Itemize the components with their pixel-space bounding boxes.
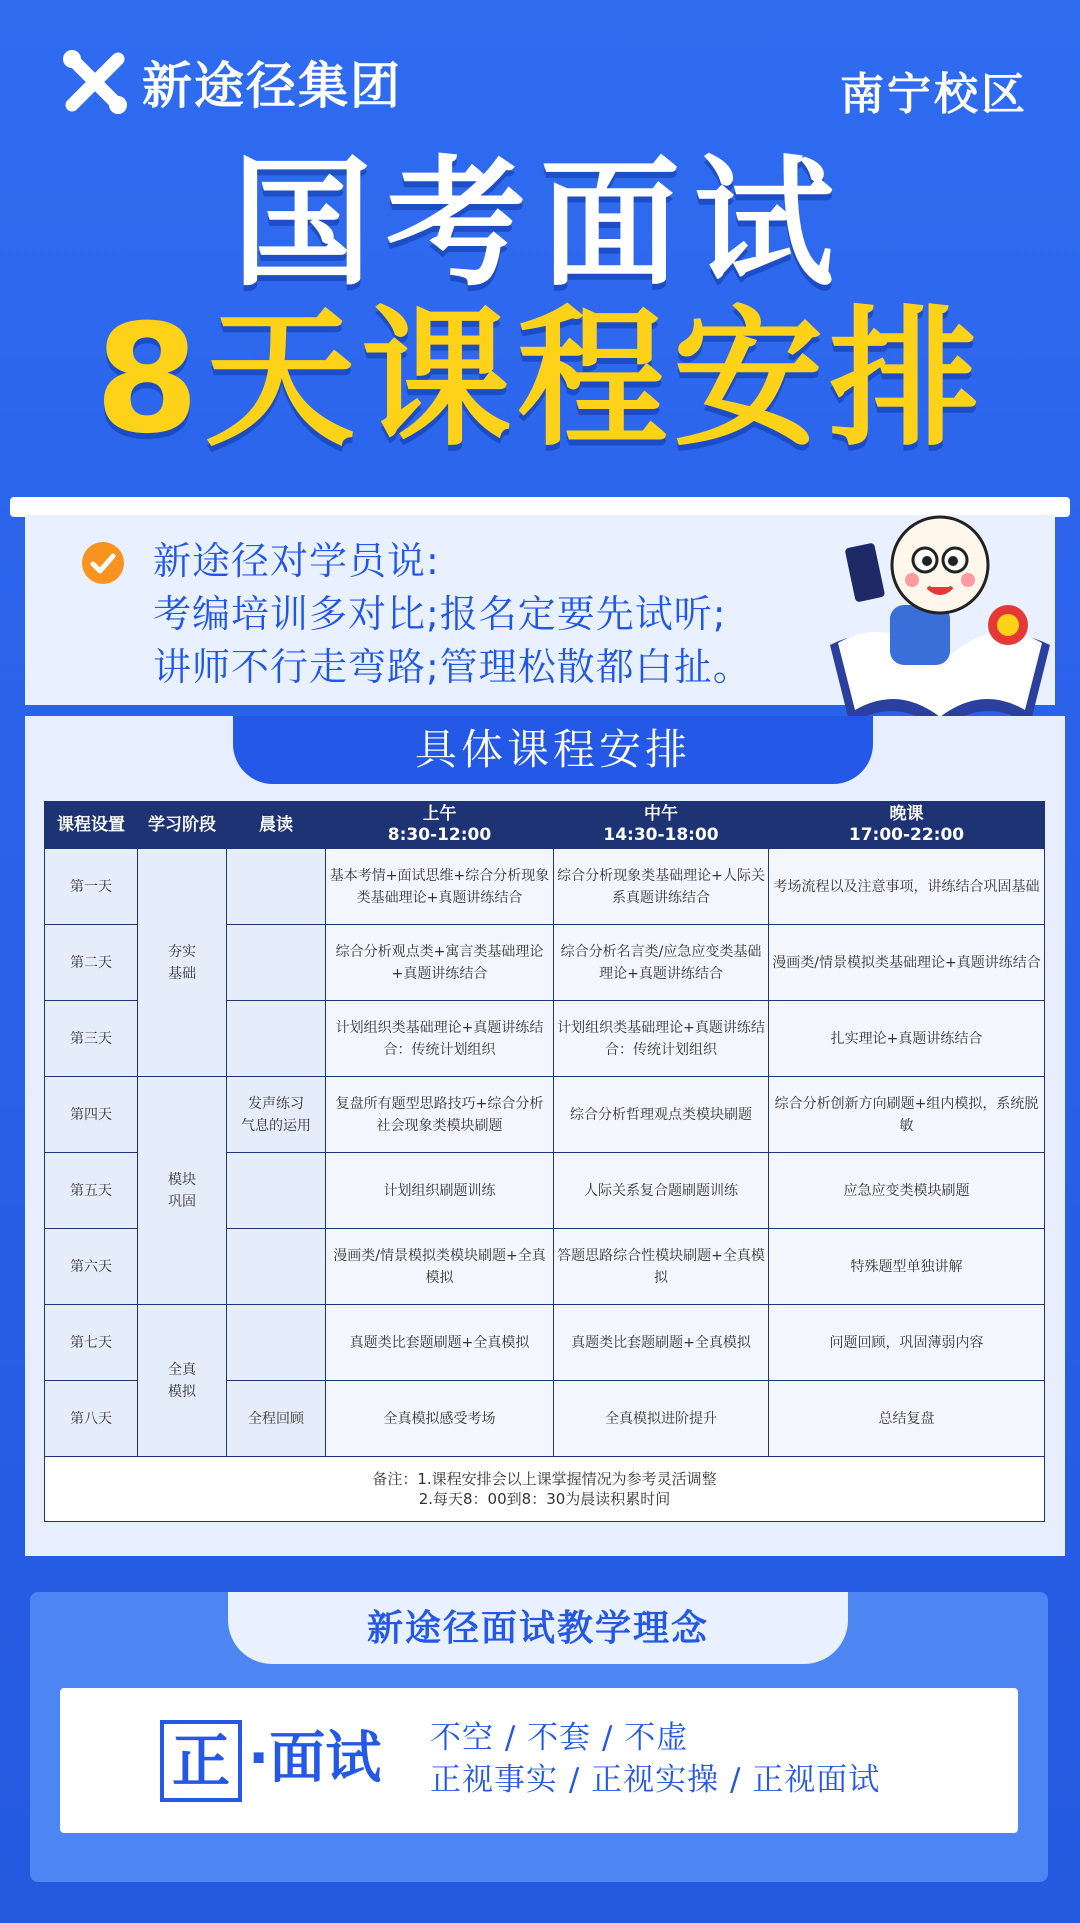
am-cell: 综合分析观点类+寓言类基础理论+真题讲练结合 [326,925,554,1001]
evening-cell: 考场流程以及注意事项，讲练结合巩固基础 [769,849,1045,925]
page-subtitle: 8天课程安排 [94,293,986,467]
header-course: 课程设置 [45,802,138,849]
stage-cell: 全真 模拟 [138,1305,227,1457]
morning-read-cell [227,1229,326,1305]
morning-read-cell [227,1153,326,1229]
slogan-line: 不空 / 不套 / 不虚 [430,1720,689,1756]
header-evening-time: 17:00-22:00 [848,825,965,845]
am-cell: 复盘所有题型思路技巧+综合分析社会现象类模块刷题 [326,1077,554,1153]
zheng-mark: 正 [160,1720,242,1802]
noon-cell: 全真模拟进阶提升 [554,1381,769,1457]
table-header-row [45,802,1045,849]
logo-text: 新途径集团 [142,57,402,115]
noon-cell: 综合分析哲理观点类模块刷题 [554,1077,769,1153]
header-morning-read: 晨读 [227,802,326,849]
evening-cell: 问题回顾，巩固薄弱内容 [769,1305,1045,1381]
morning-read-cell: 发声练习 气息的运用 [227,1077,326,1153]
noon-cell: 真题类比套题刷题+全真模拟 [554,1305,769,1381]
slogan-line: 正视事实 / 正视实操 / 正视面试 [430,1762,881,1798]
day-cell: 第三天 [45,1001,138,1077]
mascot-illustration [820,495,1060,745]
stage-cell: 夯实 基础 [138,849,227,1077]
header-evening-label: 晚课 [889,804,924,824]
campus-label: 南宁校区 [840,69,1028,120]
header-evening [769,802,1045,849]
am-cell: 计划组织刷题训练 [326,1153,554,1229]
morning-read-cell [227,925,326,1001]
logo-mark-icon [60,47,130,117]
evening-cell: 综合分析创新方向刷题+组内模拟，系统脱敏 [769,1077,1045,1153]
morning-read-cell [227,1305,326,1381]
note-row [45,1457,1045,1522]
note-line: 2.每天8：00到8：30为晨读积累时间 [418,1490,671,1508]
brand-logo [60,40,402,124]
noon-cell: 综合分析现象类基础理论+人际关系真题讲练结合 [554,849,769,925]
morning-read-cell [227,1001,326,1077]
day-cell: 第七天 [45,1305,138,1381]
header-am [326,802,554,849]
evening-cell: 总结复盘 [769,1381,1045,1457]
am-cell: 计划组织类基础理论+真题讲练结合：传统计划组织 [326,1001,554,1077]
evening-cell: 漫画类/情景模拟类基础理论+真题讲练结合 [769,925,1045,1001]
intro-line: 新途径对学员说: [153,539,440,583]
mianshi-label: ·面试 [248,1726,382,1791]
am-cell: 漫画类/情景模拟类模块刷题+全真模拟 [326,1229,554,1305]
evening-cell: 应急应变类模块刷题 [769,1153,1045,1229]
note-cell [45,1457,1045,1522]
schedule-table [44,801,1045,1522]
intro-line: 考编培训多对比;报名定要先试听; [153,592,727,636]
evening-cell: 特殊题型单独讲解 [769,1229,1045,1305]
header-noon [554,802,769,849]
morning-read-cell: 全程回顾 [227,1381,326,1457]
intro-text [153,535,752,694]
stage-cell: 模块 巩固 [138,1077,227,1305]
page-title: 国考面试 [231,143,848,306]
am-cell: 基本考情+面试思维+综合分析现象类基础理论+真题讲练结合 [326,849,554,925]
intro-line: 讲师不行走弯路;管理松散都白扯。 [153,645,752,689]
header-noon-label: 中午 [644,804,678,824]
table-row [45,1077,1045,1153]
day-cell: 第六天 [45,1229,138,1305]
morning-read-cell [227,849,326,925]
noon-cell: 答题思路综合性模块刷题+全真模拟 [554,1229,769,1305]
am-cell: 全真模拟感受考场 [326,1381,554,1457]
noon-cell: 人际关系复合题刷题训练 [554,1153,769,1229]
header-am-label: 上午 [422,804,457,824]
noon-cell: 综合分析名言类/应急应变类基础理论+真题讲练结合 [554,925,769,1001]
day-cell: 第四天 [45,1077,138,1153]
day-cell: 第一天 [45,849,138,925]
noon-cell: 计划组织类基础理论+真题讲练结合：传统计划组织 [554,1001,769,1077]
evening-cell: 扎实理论+真题讲练结合 [769,1001,1045,1077]
day-cell: 第八天 [45,1381,138,1457]
philosophy-title: 新途径面试教学理念 [228,1592,848,1664]
schedule-section-title: 具体课程安排 [233,716,873,784]
check-icon [82,542,124,584]
table-row [45,1305,1045,1381]
note-line: 备注：1.课程安排会以上课掌握情况为参考灵活调整 [372,1470,717,1488]
header-noon-time: 14:30-18:00 [603,825,719,845]
table-row [45,849,1045,925]
header-am-time: 8:30-12:00 [387,825,492,845]
am-cell: 真题类比套题刷题+全真模拟 [326,1305,554,1381]
day-cell: 第五天 [45,1153,138,1229]
header-stage: 学习阶段 [138,802,227,849]
day-cell: 第二天 [45,925,138,1001]
